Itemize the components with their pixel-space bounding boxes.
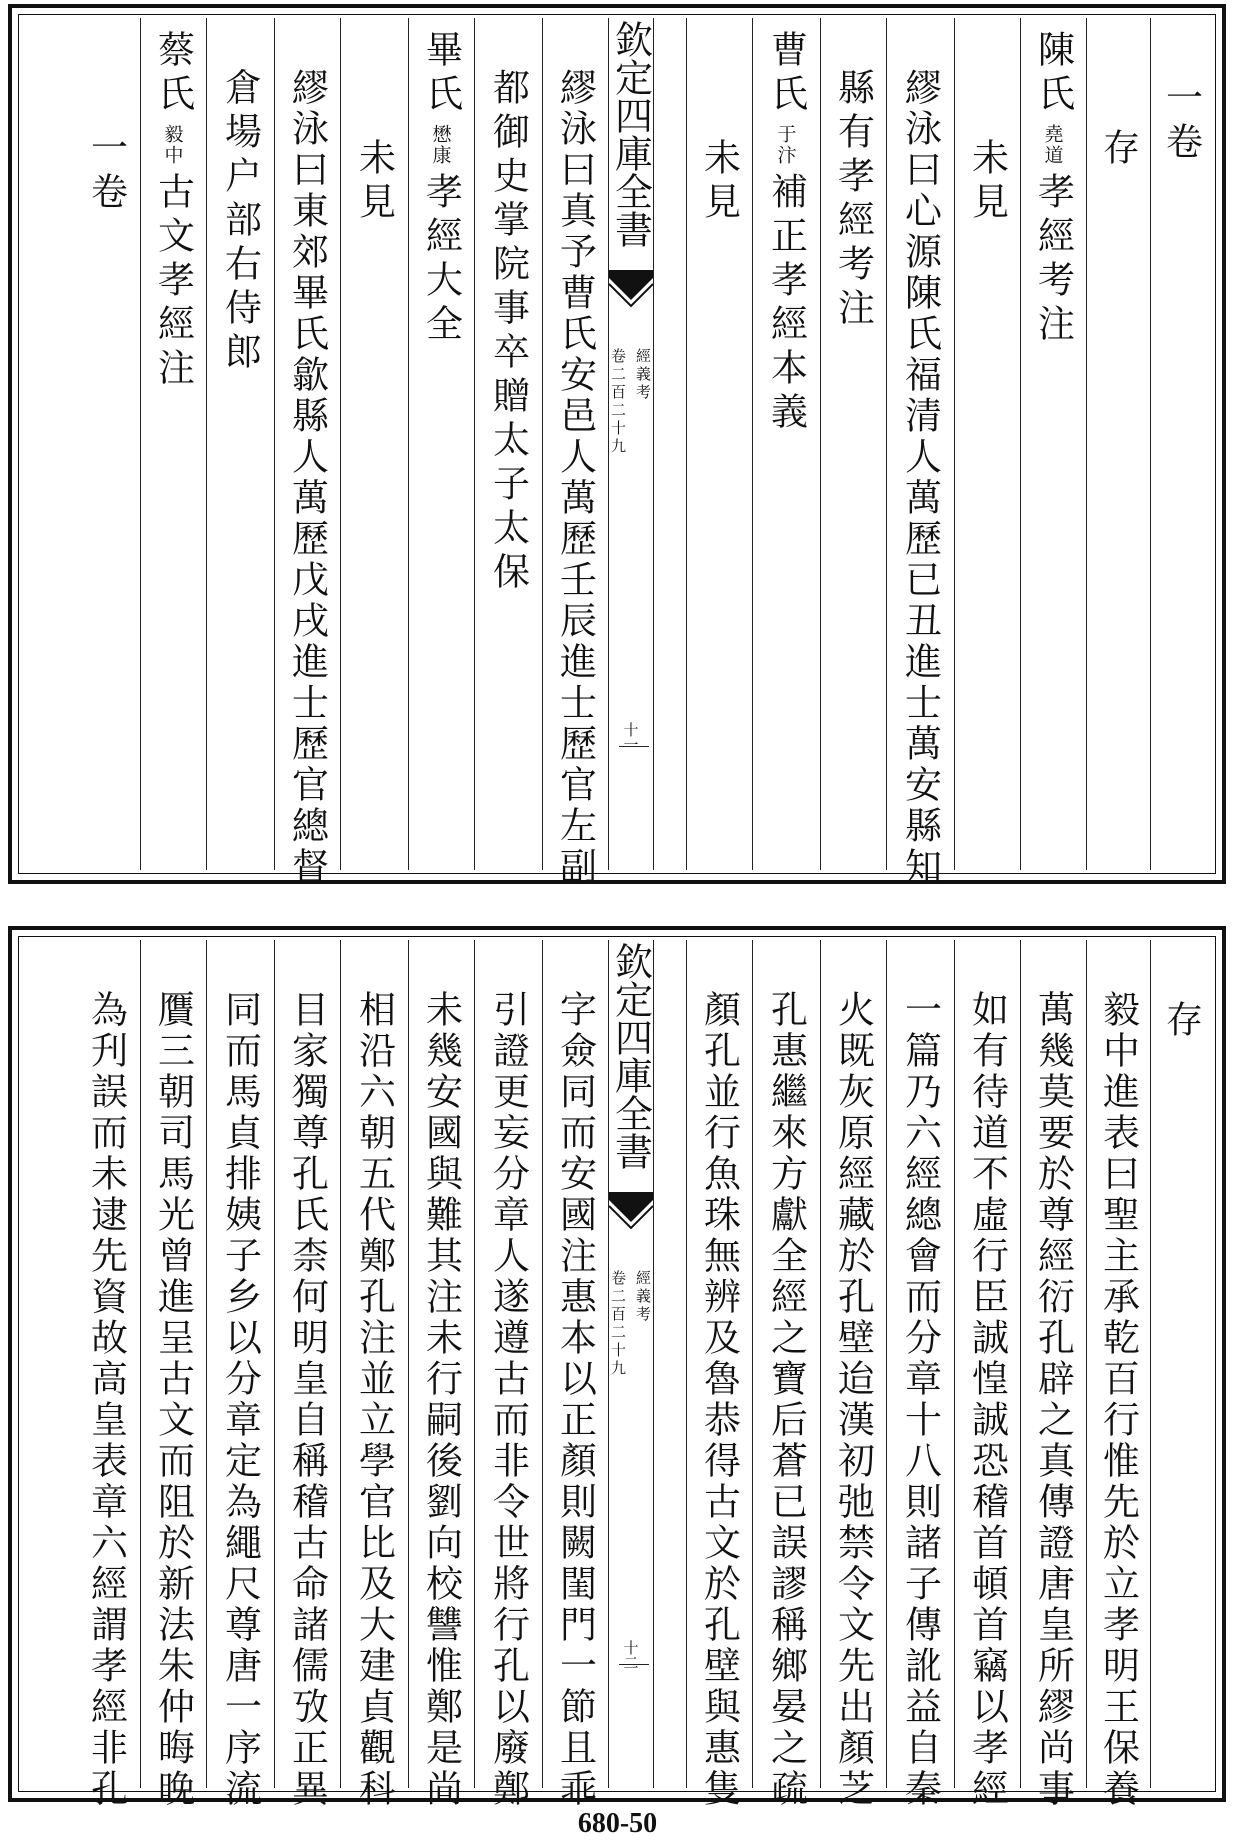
bottom-page — [8, 926, 1226, 1810]
text-column — [1150, 18, 1212, 870]
entry-heading-column — [752, 18, 821, 870]
column-text: 未見 — [697, 138, 741, 226]
fishtail-mark — [609, 1192, 653, 1238]
juan-number: 卷二百二十九 — [609, 348, 627, 456]
column-text: 繆泳曰心源陳氏福清人萬歷已丑進士萬安縣知 — [898, 68, 942, 888]
author-style-name: 于汴 — [774, 124, 797, 166]
folio-rule — [619, 746, 649, 747]
column-text: 字僉同而安國注惠本以正顏則闕閨門一節且乖 — [553, 990, 597, 1810]
blank-column — [652, 940, 687, 1788]
volume-label — [608, 1270, 654, 1378]
text-column — [1086, 18, 1151, 870]
text-column — [72, 940, 141, 1810]
center-strip — [608, 940, 654, 1788]
text-column — [274, 18, 341, 888]
entry-heading — [151, 30, 195, 392]
text-column — [954, 18, 1021, 870]
column-text: 未見 — [352, 138, 396, 226]
column-text: 贋三朝司馬光曾進呈古文而阻於新法朱仲晦晚 — [151, 990, 195, 1810]
juan-number: 卷二百二十九 — [609, 1270, 627, 1378]
author-style-name: 堯道 — [1041, 124, 1064, 166]
folio-number: 十一 — [621, 722, 640, 752]
column-text: 毅中進表曰聖主承乾百行惟先於立孝明王保養 — [1096, 990, 1140, 1810]
column-text: 繆泳曰東郊畢氏歙縣人萬歷戊戌進士歷官總督 — [285, 68, 329, 888]
column-text: 存 — [1159, 1000, 1203, 1044]
book-title: 孝經考注 — [1031, 172, 1075, 348]
column-text: 同而馬貞排姨子乡以分章定為繩尺尊唐一序流 — [218, 990, 262, 1810]
column-text: 倉場户部右侍郎 — [218, 68, 262, 376]
book-name: 經義考 — [634, 348, 652, 402]
column-text: 存 — [1096, 128, 1140, 172]
blank-column — [22, 940, 72, 1788]
text-column — [954, 940, 1021, 1810]
text-column — [206, 18, 275, 870]
collection-title: 欽定四庫全書 — [608, 20, 653, 248]
text-column — [820, 940, 887, 1810]
book-title: 補正孝經本義 — [764, 172, 808, 436]
column-text: 一篇乃六經總會而分章十八則諸子傳訛益自秦 — [898, 990, 942, 1810]
volume-label — [608, 348, 654, 456]
entry-heading-column — [408, 18, 475, 870]
entry-heading-column — [1020, 18, 1087, 870]
blank-column — [652, 18, 687, 870]
collection-title: 欽定四庫全書 — [608, 942, 653, 1170]
text-column — [1086, 940, 1151, 1810]
text-column — [886, 940, 955, 1810]
text-column — [474, 18, 543, 870]
text-column — [542, 18, 609, 888]
text-column — [408, 940, 475, 1810]
text-column — [340, 18, 409, 870]
blank-column — [22, 18, 72, 870]
column-text: 引證更妄分章人遂遵古而非令世將行孔以廢鄭 — [486, 990, 530, 1810]
column-text: 縣有孝經考注 — [831, 68, 875, 332]
book-name: 經義考 — [634, 1270, 652, 1324]
fishtail-mark — [609, 270, 653, 316]
text-column — [686, 18, 753, 870]
text-column — [206, 940, 275, 1810]
text-column — [1150, 940, 1212, 1788]
entry-heading — [764, 30, 808, 436]
text-column — [140, 940, 207, 1810]
column-text: 為刋誤而未逮先資故高皇表章六經謂孝經非孔 — [84, 990, 128, 1810]
author-name: 畢氏 — [419, 30, 463, 118]
column-text: 未幾安國與難其注未行嗣後劉向校讐惟鄭是尚 — [419, 990, 463, 1810]
author-name: 曹氏 — [764, 30, 808, 118]
book-title: 古文孝經注 — [151, 172, 195, 392]
author-name: 蔡氏 — [151, 30, 195, 118]
author-name: 陳氏 — [1031, 30, 1075, 118]
entry-heading — [419, 30, 463, 348]
column-text: 都御史掌院事卒贈太子太保 — [486, 68, 530, 596]
text-column — [542, 940, 609, 1810]
column-text: 如有待道不虛行臣誠惶誠恐稽首頓首竊以孝經 — [965, 990, 1009, 1810]
text-column — [752, 940, 821, 1810]
text-column — [340, 940, 409, 1810]
folio-number: 十二 — [621, 1640, 640, 1670]
center-strip — [608, 18, 654, 870]
text-column — [72, 18, 141, 870]
column-text: 顏孔並行魚珠無辨及魯恭得古文於孔壁與惠隻 — [697, 990, 741, 1810]
page-number: 680-50 — [577, 1808, 658, 1839]
folio-rule — [619, 1664, 649, 1665]
column-text: 火既灰原經藏於孔壁迨漢初弛禁令文先出顏芝 — [831, 990, 875, 1810]
column-text: 一卷 — [84, 128, 128, 216]
book-title: 孝經大全 — [419, 172, 463, 348]
column-text: 孔惠繼來方獻全經之寶后蒼已誤謬稱鄉晏之疏 — [764, 990, 808, 1810]
text-column — [1020, 940, 1087, 1810]
column-text: 一卷 — [1159, 78, 1203, 166]
top-page — [8, 4, 1226, 888]
column-text: 繆泳曰真予曹氏安邑人萬歷壬辰進士歷官左副 — [553, 68, 597, 888]
author-style-name: 毅中 — [161, 124, 184, 166]
text-column — [274, 940, 341, 1810]
entry-heading-column — [140, 18, 207, 870]
column-text: 萬幾莫要於尊經衍孔辟之真傳證唐皇所繆尚事 — [1031, 990, 1075, 1810]
text-column — [886, 18, 955, 888]
column-text: 目家獨尊孔氏柰何明皇自稱稽古命諸儒攷正異 — [285, 990, 329, 1810]
column-text: 相沿六朝五代鄭孔注並立學官比及大建貞觀科 — [352, 990, 396, 1810]
entry-heading — [1031, 30, 1075, 348]
author-style-name: 懋康 — [429, 124, 452, 166]
text-column — [474, 940, 543, 1810]
column-text: 未見 — [965, 138, 1009, 226]
text-column — [820, 18, 887, 870]
text-column — [686, 940, 753, 1810]
